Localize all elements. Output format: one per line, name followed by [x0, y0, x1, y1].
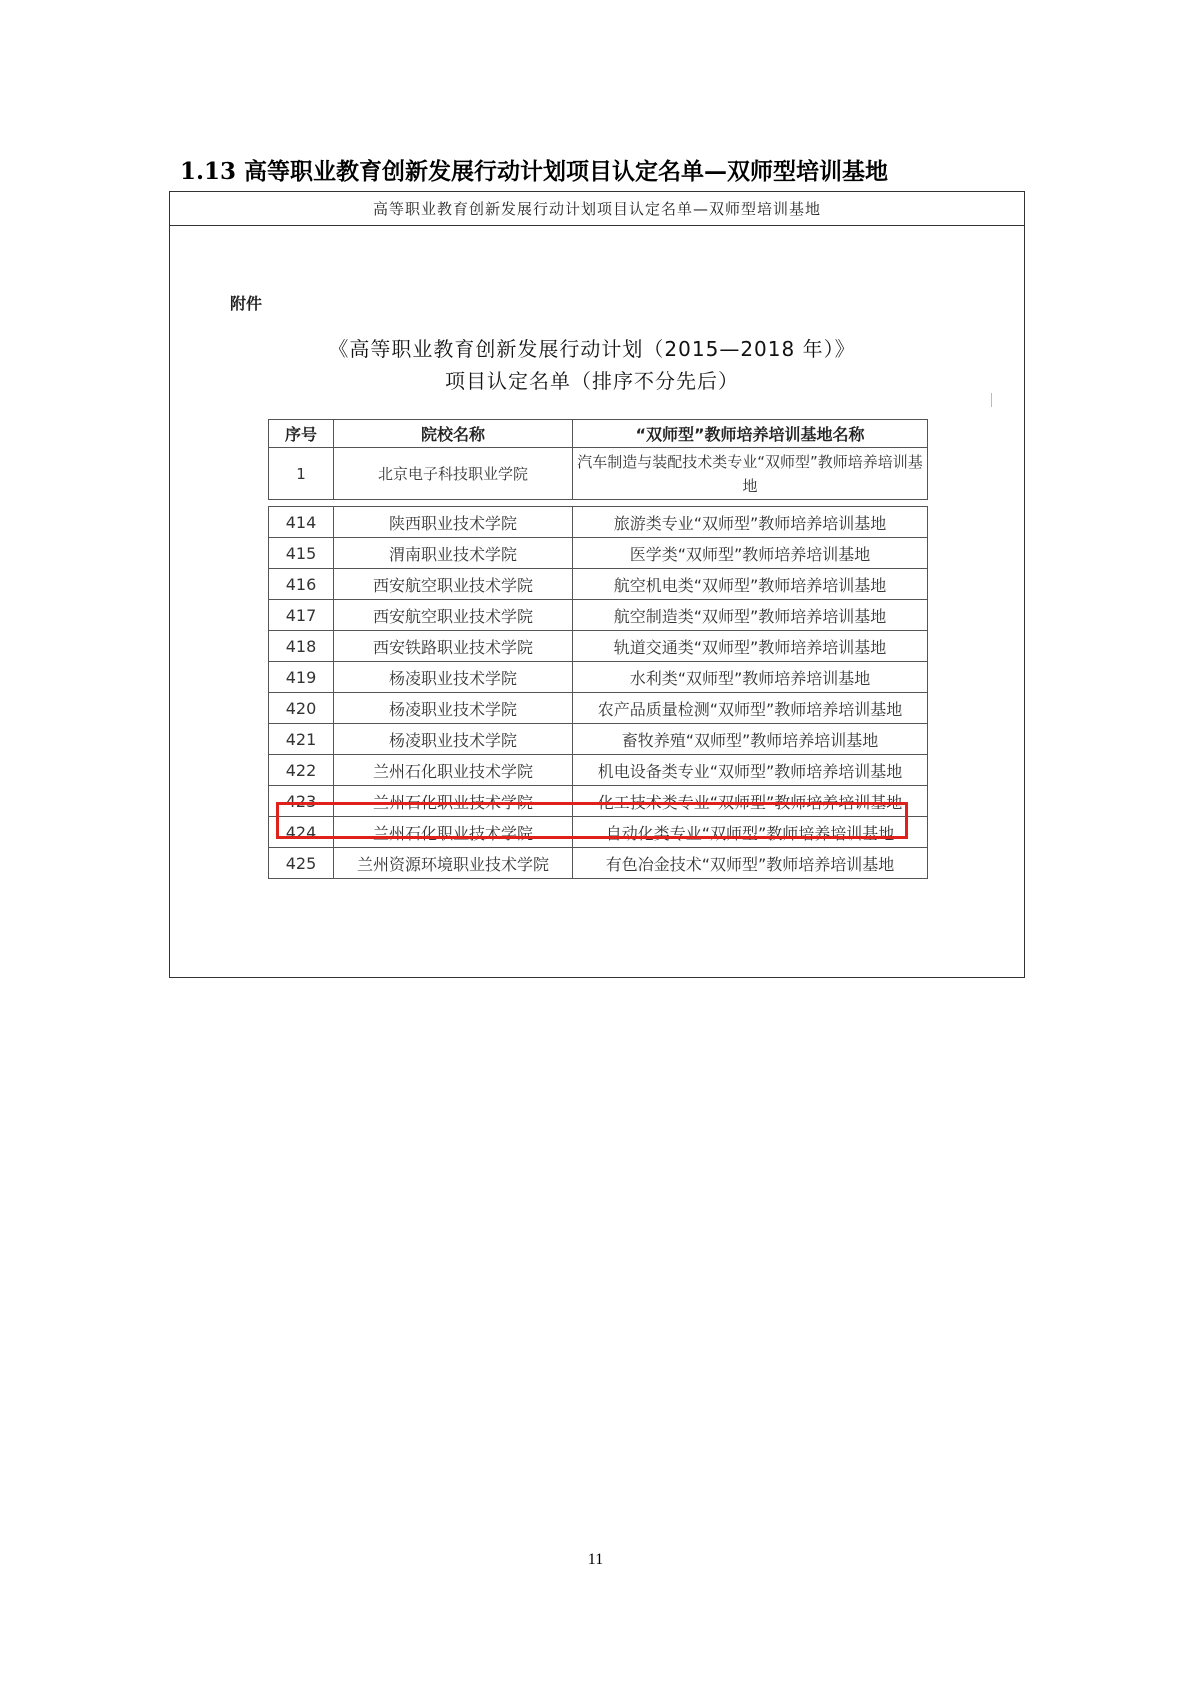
table-row	[269, 724, 928, 755]
attachment-label: 附件	[230, 294, 263, 313]
cell-number: 418	[269, 631, 334, 662]
scan-artifact	[991, 393, 992, 407]
table-row	[269, 538, 928, 569]
cell-number: 422	[269, 755, 334, 786]
cell-base: 水利类“双师型”教师培养培训基地	[573, 662, 928, 693]
table-row	[269, 693, 928, 724]
table-row	[269, 600, 928, 631]
cell-base: 旅游类专业“双师型”教师培养培训基地	[573, 507, 928, 538]
cell-number: 425	[269, 848, 334, 879]
cell-base: 轨道交通类“双师型”教师培养培训基地	[573, 631, 928, 662]
cell-number: 424	[269, 817, 334, 848]
header-number: 序号	[269, 420, 334, 448]
cell-school: 兰州石化职业技术学院	[334, 817, 573, 848]
document-title-line1: 《高等职业教育创新发展行动计划（2015—2018 年）》	[328, 337, 856, 361]
cell-number: 415	[269, 538, 334, 569]
cell-number: 423	[269, 786, 334, 817]
table-row	[269, 755, 928, 786]
cell-school: 北京电子科技职业学院	[334, 448, 573, 500]
cell-base: 航空机电类“双师型”教师培养培训基地	[573, 569, 928, 600]
cell-school: 杨凌职业技术学院	[334, 662, 573, 693]
cell-number: 1	[269, 448, 334, 500]
table-row	[269, 848, 928, 879]
cell-school: 杨凌职业技术学院	[334, 693, 573, 724]
cell-number: 420	[269, 693, 334, 724]
cell-school: 西安航空职业技术学院	[334, 600, 573, 631]
cell-base: 机电设备类专业“双师型”教师培养培训基地	[573, 755, 928, 786]
cell-base: 农产品质量检测“双师型”教师培养培训基地	[573, 693, 928, 724]
section-heading: 1.13 高等职业教育创新发展行动计划项目认定名单—双师型培训基地	[180, 158, 889, 185]
table-row	[269, 662, 928, 693]
cell-school: 杨凌职业技术学院	[334, 724, 573, 755]
cell-number: 417	[269, 600, 334, 631]
cell-base: 化工技术类专业“双师型”教师培养培训基地	[573, 786, 928, 817]
cell-base: 汽车制造与装配技术类专业“双师型”教师培养培训基地	[573, 448, 928, 500]
cell-base: 畜牧养殖“双师型”教师培养培训基地	[573, 724, 928, 755]
cell-base: 自动化类专业“双师型”教师培养培训基地	[573, 817, 928, 848]
table-row	[269, 569, 928, 600]
table-gap	[269, 500, 928, 507]
highlight-box	[276, 802, 908, 839]
cell-base: 有色冶金技术“双师型”教师培养培训基地	[573, 848, 928, 879]
cell-school: 西安航空职业技术学院	[334, 569, 573, 600]
cell-number: 421	[269, 724, 334, 755]
cell-base: 医学类“双师型”教师培养培训基地	[573, 538, 928, 569]
table-row	[269, 448, 928, 500]
cell-school: 渭南职业技术学院	[334, 538, 573, 569]
cell-number: 416	[269, 569, 334, 600]
page-number: 11	[587, 1551, 604, 1568]
figure-caption: 高等职业教育创新发展行动计划项目认定名单—双师型培训基地	[170, 192, 1024, 226]
document-title-line2: 项目认定名单（排序不分先后）	[445, 369, 739, 393]
cell-number: 419	[269, 662, 334, 693]
cell-base: 航空制造类“双师型”教师培养培训基地	[573, 600, 928, 631]
table-row	[269, 507, 928, 538]
cell-school: 兰州石化职业技术学院	[334, 755, 573, 786]
cell-school: 兰州资源环境职业技术学院	[334, 848, 573, 879]
cell-school: 西安铁路职业技术学院	[334, 631, 573, 662]
table-header-row	[269, 420, 928, 448]
cell-number: 414	[269, 507, 334, 538]
header-school: 院校名称	[334, 420, 573, 448]
cell-school: 兰州石化职业技术学院	[334, 786, 573, 817]
table-row	[269, 631, 928, 662]
header-base: “双师型”教师培养培训基地名称	[573, 420, 928, 448]
cell-school: 陕西职业技术学院	[334, 507, 573, 538]
